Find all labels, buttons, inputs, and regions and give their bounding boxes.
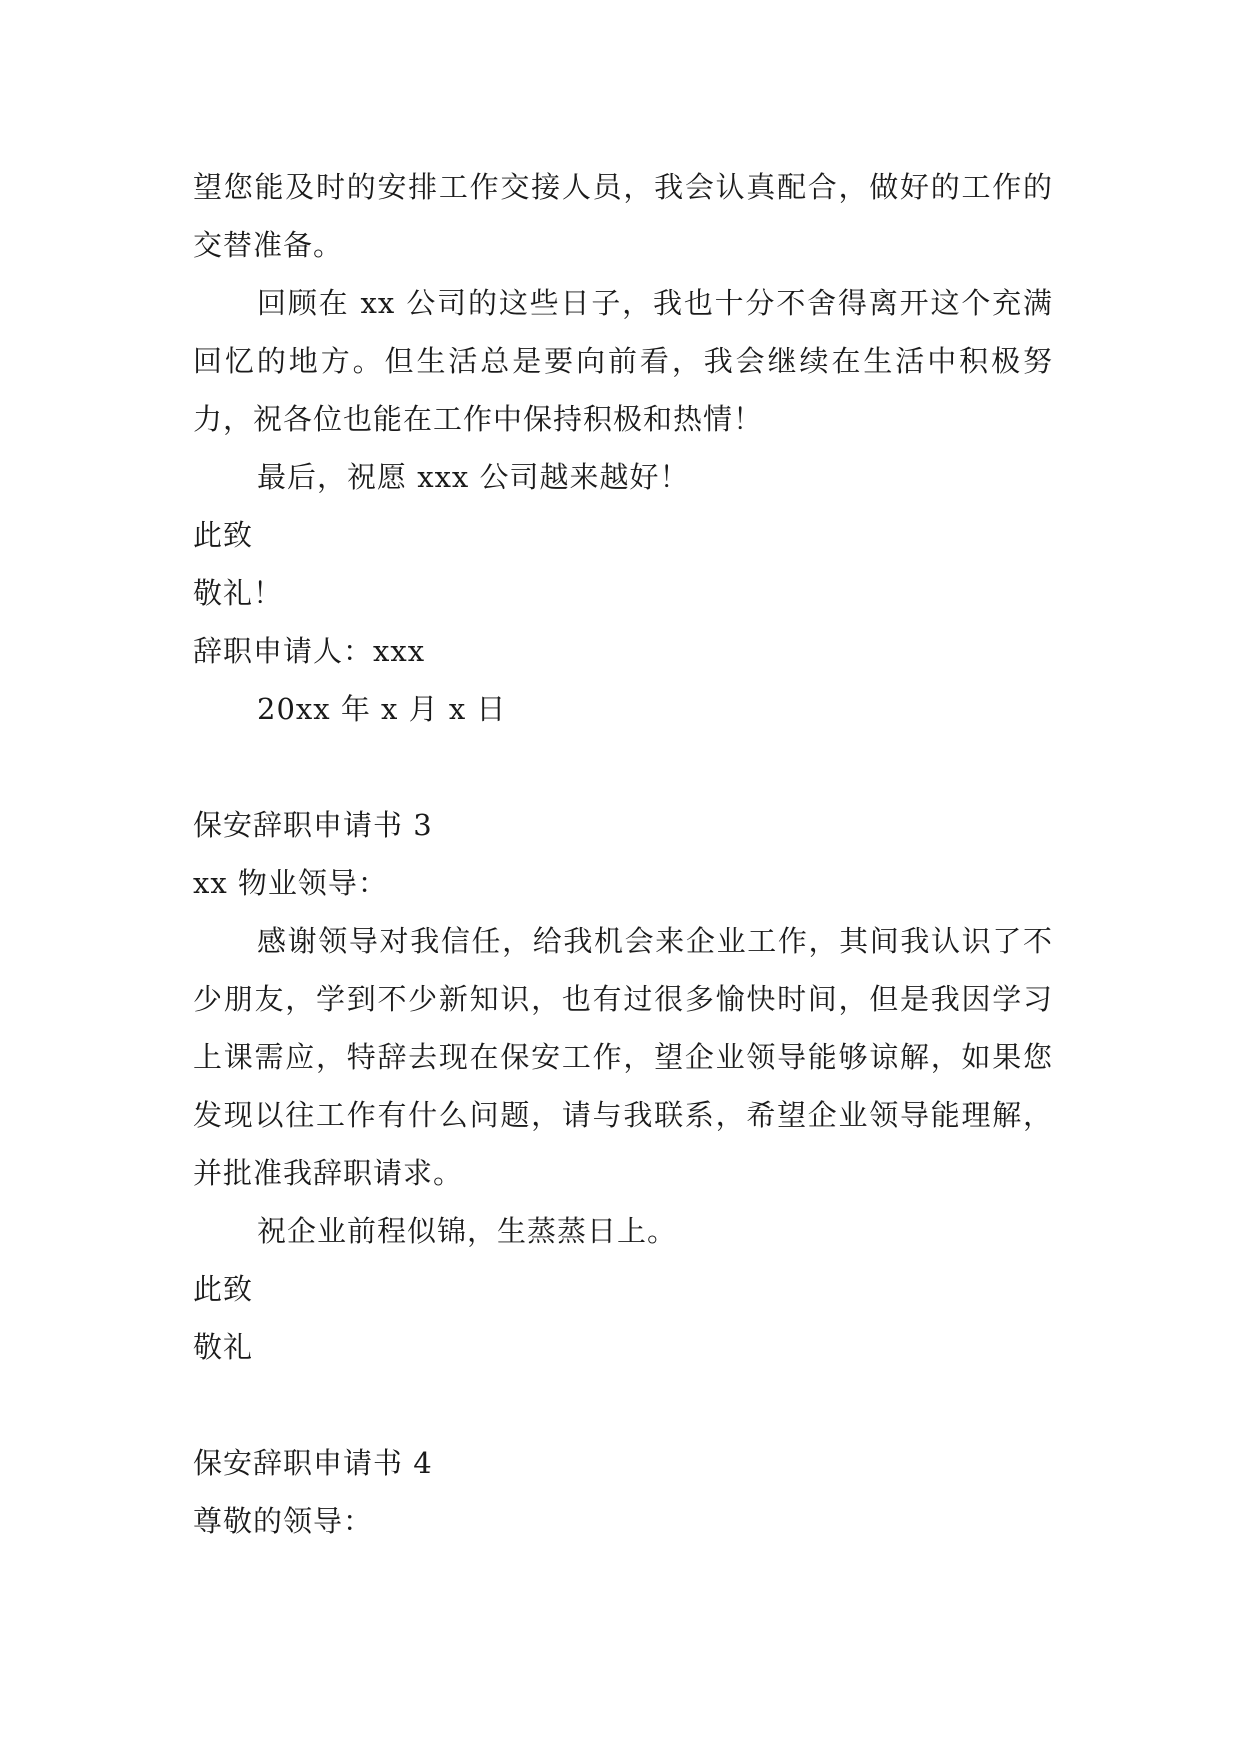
recipient-line-4: 尊敬的领导： (193, 1504, 374, 1538)
date-line: 20xx 年 x 月 x 日 (257, 692, 507, 726)
recipient-line-3: xx 物业领导： (193, 866, 388, 900)
salutation-jingli: 敬礼！ (193, 576, 284, 610)
section-title-4: 保安辞职申请书 4 (193, 1446, 433, 1480)
section-title-3: 保安辞职申请书 3 (193, 808, 433, 842)
salutation-jingli-3: 敬礼 (193, 1330, 254, 1364)
paragraph-reflection: 回顾在 xx 公司的这些日子，我也十分不舍得离开这个充满回忆的地方。但生活总是要向前看，我会继续在生活中积极努力，祝各位也能在工作中保持积极和热情！ (193, 286, 1053, 436)
applicant-line: 辞职申请人：xxx (193, 634, 426, 668)
paragraph-closing-wish: 最后，祝愿 xxx 公司越来越好！ (257, 460, 690, 494)
paragraph-gratitude: 感谢领导对我信任，给我机会来企业工作，其间我认识了不少朋友，学到不少新知识，也有过很多愉快时间，但是我因学习上课需应，特辞去现在保安工作，望企业领导能够谅解，如果您发现以往工作有什么问题，请与我联系，希望企业领导能理解，并批准我辞职请求。 (193, 924, 1053, 1190)
salutation-cizhi: 此致 (193, 518, 254, 552)
document-body (193, 158, 1053, 1550)
section-spacer (193, 738, 1053, 796)
paragraph-handover-continuation: 望您能及时的安排工作交接人员，我会认真配合，做好的工作的交替准备。 (193, 170, 1053, 262)
salutation-cizhi-3: 此致 (193, 1272, 254, 1306)
paragraph-blessing: 祝企业前程似锦，生蒸蒸日上。 (257, 1214, 678, 1248)
section-spacer (193, 1376, 1053, 1434)
